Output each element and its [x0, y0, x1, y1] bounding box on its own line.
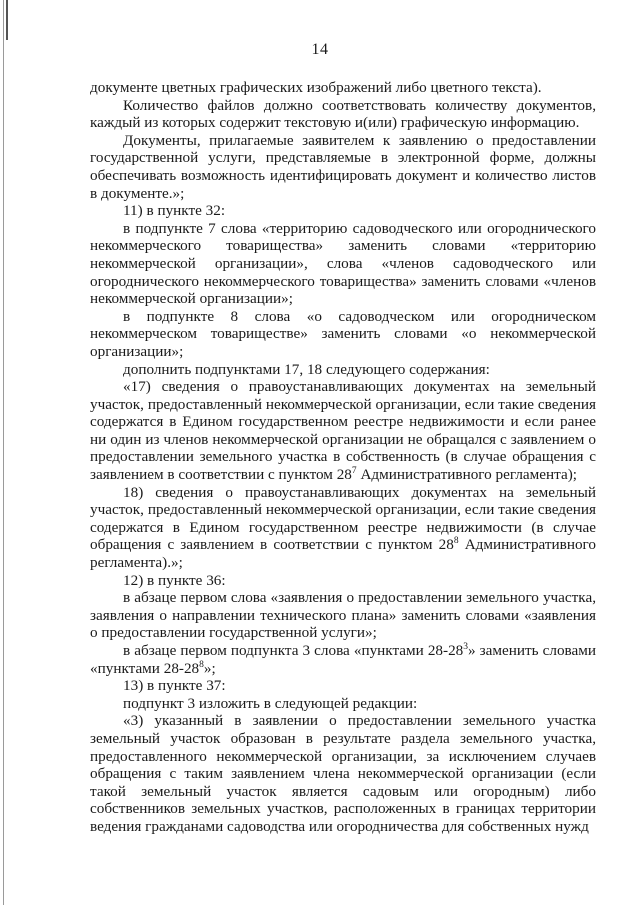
text-run: Административного регламента).»;: [90, 536, 596, 572]
text-run: «3) указанный в заявлении о предоставлении земельного участка земельный участок образован в результате раздела земельного участка, предоставленного некоммерческой организации, за исключением случаев обращения с таким заявлением члена некоммерческой организации (если такой земельный участок является садовым или огородным) либо собственников земельных участков, расположенных в границах территории ведения гражданами садоводства или огородничества для собственных нужд: [90, 712, 596, 835]
text-run: 13) в пункте 37:: [123, 677, 226, 695]
paragraph: [90, 361, 596, 379]
paragraph: [90, 589, 596, 642]
text-run: в абзаце первом подпункта 3 слова «пунктами 28-28: [123, 642, 464, 659]
document-body: [90, 79, 596, 836]
text-run: 12) в пункте 36:: [123, 571, 226, 589]
text-run: подпункт 3 изложить в следующей редакции:: [123, 694, 418, 712]
text-run: «17) сведения о правоустанавливающих документах на земельный участок, предоставленный некоммерческой организации, если такие сведения содержатся в Едином государственном реестре недвижимости и если ранее ни один из членов некоммерческой организации не обращался с заявлением о предоставлении земельного участка в собственность (в случае обращения с заявлением в соответствии с пунктом 28: [90, 378, 596, 484]
superscript: 7: [351, 466, 357, 476]
paragraph: [90, 202, 596, 220]
text-run: Количество файлов должно соответствовать количеству документов, каждый из которых содержит текстовую и(или) графическую информацию.: [90, 96, 596, 132]
paragraph: [90, 695, 596, 713]
paragraph: [90, 642, 596, 677]
page-number: 14: [311, 41, 329, 58]
paragraph: [90, 79, 596, 97]
paragraph: [90, 132, 596, 202]
paragraph: [90, 378, 596, 484]
text-run: в абзаце первом слова «заявления о предоставлении земельного участка, заявления о направлении технического плана» заменить словами «заявления о предоставлении государственной услуги»;: [90, 589, 596, 642]
paragraph: [90, 712, 596, 835]
paragraph: [90, 484, 596, 572]
text-run: 18) сведения о правоустанавливающих документах на земельный участок, предоставленный некоммерческой организации, если такие сведения содержатся в Едином государственном реестре недвижимости (в случае обращения с заявлением в соответствии с пунктом 28: [90, 483, 596, 554]
paragraph: [90, 220, 596, 308]
text-run: »;: [203, 659, 216, 677]
scan-left-border: [3, 0, 4, 905]
text-run: в подпункте 7 слова «территорию садоводческого или огороднического некоммерческого товарищества» заменить словами «территорию некоммерческой организации», слова «членов садоводческого или огороднического некоммерческого товарищества» заменить словами «членов некоммерческой организации»;: [90, 219, 596, 308]
text-run: » заменить словами «пунктами 28-28: [90, 642, 596, 677]
superscript: 8: [199, 659, 204, 670]
text-run: документе цветных графических изображений либо цветного текста).: [90, 79, 542, 96]
superscript: 8: [453, 536, 459, 547]
text-run: в подпункте 8 слова «о садоводческом или огородническом некоммерческом товариществе» заменить словами «о некоммерческой организации»;: [90, 307, 596, 360]
text-run: Документы, прилагаемые заявителем к заявлению о предоставлении государственной услуги, представляемые в электронной форме, должны обеспечивать возможность идентифицировать документ и количество листов в документе.»;: [90, 131, 596, 202]
text-run: дополнить подпунктами 17, 18 следующего содержания:: [123, 360, 490, 378]
paragraph: [90, 572, 596, 590]
paragraph: [90, 97, 596, 132]
superscript: 3: [463, 641, 469, 652]
text-run: 11) в пункте 32:: [123, 202, 226, 220]
paragraph: [90, 677, 596, 695]
scan-edge-mark: [6, 0, 8, 40]
text-run: Административного регламента);: [356, 466, 577, 484]
paragraph: [90, 308, 596, 361]
